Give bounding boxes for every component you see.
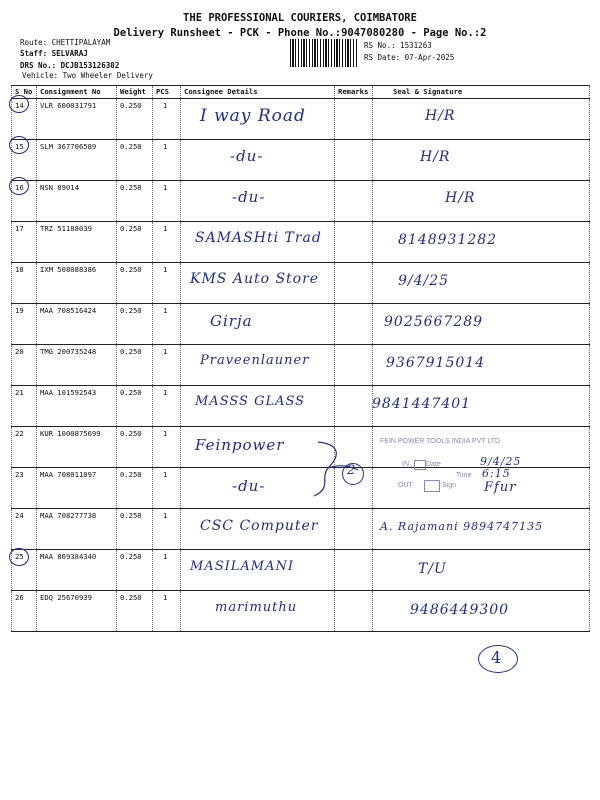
row-pcs: 1 bbox=[153, 140, 181, 181]
stamp-time-value: 6:15 bbox=[482, 467, 511, 480]
row-remarks bbox=[335, 509, 373, 550]
stamp-in: IN bbox=[402, 461, 409, 468]
signature-handwriting: H/R bbox=[425, 108, 456, 124]
row-sno: 23 bbox=[12, 468, 37, 509]
table-row bbox=[12, 304, 590, 345]
row-remarks bbox=[335, 99, 373, 140]
consignee-handwriting: CSC Computer bbox=[200, 518, 319, 534]
consignee-handwriting: MASSS GLASS bbox=[195, 394, 306, 410]
consignee-handwriting: -du- bbox=[232, 188, 266, 207]
col-pcs: PCS bbox=[153, 86, 181, 99]
signature-handwriting: 9025667289 bbox=[384, 314, 484, 330]
row-consignment: IXM 508088386 bbox=[37, 263, 117, 304]
row-consignment: TRZ 51188039 bbox=[37, 222, 117, 263]
stamp-out: OUT bbox=[398, 482, 413, 489]
row-consignment: SLM 367706589 bbox=[37, 140, 117, 181]
signature-handwriting: 9/4/25 bbox=[398, 272, 450, 289]
table-header-row bbox=[12, 86, 590, 99]
row-pcs: 1 bbox=[153, 304, 181, 345]
col-weight: Weight bbox=[117, 86, 153, 99]
row-pcs: 1 bbox=[153, 263, 181, 304]
row-remarks bbox=[335, 591, 373, 632]
signature-handwriting: 9367915014 bbox=[386, 355, 486, 372]
row-sno: 14 bbox=[12, 99, 37, 140]
row-consignment: MAA 101592543 bbox=[37, 386, 117, 427]
row-weight: 0.250 bbox=[117, 99, 153, 140]
row-pcs: 1 bbox=[153, 386, 181, 427]
sno-circle bbox=[9, 95, 29, 113]
runsheet-title: Delivery Runsheet - PCK - Phone No.:9047080280 - Page No.:2 bbox=[113, 27, 487, 39]
row-weight: 0.250 bbox=[117, 263, 153, 304]
row-weight: 0.250 bbox=[117, 591, 153, 632]
row-weight: 0.250 bbox=[117, 386, 153, 427]
row-weight: 0.250 bbox=[117, 140, 153, 181]
row-consignment: MAA 708516424 bbox=[37, 304, 117, 345]
row-sno: 25 bbox=[12, 550, 37, 591]
col-consignee: Consignee Details bbox=[181, 86, 335, 99]
row-remarks bbox=[335, 550, 373, 591]
rs-date: RS Date: 07-Apr-2025 bbox=[364, 53, 455, 62]
consignee-handwriting: I way Road bbox=[200, 106, 306, 126]
row-consignment: NSN 89014 bbox=[37, 181, 117, 222]
barcode bbox=[290, 39, 358, 67]
row-pcs: 1 bbox=[153, 181, 181, 222]
row-sno: 22 bbox=[12, 427, 37, 468]
rs-no: RS No.: 1531263 bbox=[364, 41, 432, 50]
stamp-date-label: Date bbox=[426, 461, 441, 468]
drs-label: DRS No.: DCJB153126302 bbox=[20, 61, 120, 70]
stamp-in-box bbox=[414, 460, 426, 470]
signature-handwriting: 9486449300 bbox=[410, 602, 510, 619]
row-sno: 18 bbox=[12, 263, 37, 304]
signature-handwriting: T/U bbox=[418, 561, 447, 578]
vehicle-label: Vehicle: Two Wheeler Delivery bbox=[22, 71, 153, 80]
row-pcs: 1 bbox=[153, 468, 181, 509]
stamp-company: FEIN POWER TOOLS INDIA PVT LTD bbox=[380, 438, 501, 445]
row-consignment: MAA 708011097 bbox=[37, 468, 117, 509]
row-remarks bbox=[335, 263, 373, 304]
consignee-handwriting: Girja bbox=[210, 312, 253, 330]
consignee-handwriting: Feinpower bbox=[195, 435, 285, 454]
row-signature-cell bbox=[373, 550, 590, 591]
row-weight: 0.250 bbox=[117, 468, 153, 509]
table-row bbox=[12, 181, 590, 222]
row-sno: 20 bbox=[12, 345, 37, 386]
route-label: Route: CHETTIPALAYAM bbox=[20, 38, 111, 47]
row-weight: 0.250 bbox=[117, 345, 153, 386]
bracket-number: 2 bbox=[347, 463, 357, 478]
signature-handwriting: 9841447401 bbox=[372, 396, 472, 413]
table-row bbox=[12, 550, 590, 591]
row-signature-cell bbox=[373, 181, 590, 222]
signature-handwriting: 8148931282 bbox=[398, 231, 498, 248]
row-signature-cell bbox=[373, 140, 590, 181]
row-weight: 0.250 bbox=[117, 509, 153, 550]
row-pcs: 1 bbox=[153, 591, 181, 632]
row-signature-cell bbox=[373, 99, 590, 140]
stamp-time-label: Time bbox=[456, 472, 472, 479]
row-weight: 0.250 bbox=[117, 304, 153, 345]
row-weight: 0.250 bbox=[117, 181, 153, 222]
signature-handwriting: H/R bbox=[445, 190, 476, 207]
row-sno: 17 bbox=[12, 222, 37, 263]
consignee-handwriting: -du- bbox=[230, 147, 264, 166]
signature-handwriting: H/R bbox=[420, 149, 451, 166]
signature-handwriting: A. Rajamani 9894747135 bbox=[380, 520, 544, 533]
row-pcs: 1 bbox=[153, 99, 181, 140]
row-sno: 24 bbox=[12, 509, 37, 550]
consignee-handwriting: Praveenlauner bbox=[200, 353, 310, 369]
row-weight: 0.250 bbox=[117, 222, 153, 263]
consignee-handwriting: -du- bbox=[232, 476, 266, 495]
stamp-sign-label: Sign bbox=[442, 482, 457, 489]
page-count-mark: 4 bbox=[491, 648, 503, 667]
row-remarks bbox=[335, 140, 373, 181]
stamp-date-value: 9/4/25 bbox=[480, 455, 522, 468]
row-remarks bbox=[335, 386, 373, 427]
row-pcs: 1 bbox=[153, 427, 181, 468]
row-consignment: TMG 200735248 bbox=[37, 345, 117, 386]
stamp-out-box bbox=[424, 480, 440, 492]
row-remarks bbox=[335, 304, 373, 345]
row-remarks bbox=[335, 345, 373, 386]
row-pcs: 1 bbox=[153, 509, 181, 550]
row-consignment: KUR 1000875699 bbox=[37, 427, 117, 468]
staff-label: Staff: SELVARAJ bbox=[20, 49, 88, 58]
row-weight: 0.250 bbox=[117, 427, 153, 468]
col-sno: S No bbox=[12, 86, 37, 99]
row-sno: 19 bbox=[12, 304, 37, 345]
consignee-handwriting: marimuthu bbox=[215, 600, 298, 616]
row-pcs: 1 bbox=[153, 222, 181, 263]
company-title: THE PROFESSIONAL COURIERS, COIMBATORE bbox=[183, 12, 417, 24]
row-pcs: 1 bbox=[153, 550, 181, 591]
row-sno: 15 bbox=[12, 140, 37, 181]
col-remarks: Remarks bbox=[335, 86, 373, 99]
row-pcs: 1 bbox=[153, 345, 181, 386]
row-sno: 21 bbox=[12, 386, 37, 427]
consignee-handwriting: SAMASHti Trad bbox=[195, 229, 322, 246]
consignee-handwriting: MASILAMANI bbox=[190, 559, 294, 575]
row-consignment: EDQ 25670939 bbox=[37, 591, 117, 632]
col-consignment: Consignment No bbox=[37, 86, 117, 99]
row-remarks bbox=[335, 181, 373, 222]
row-consignment: MAA 869384340 bbox=[37, 550, 117, 591]
consignee-handwriting: KMS Auto Store bbox=[190, 270, 320, 287]
row-remarks bbox=[335, 222, 373, 263]
row-weight: 0.250 bbox=[117, 550, 153, 591]
table-row bbox=[12, 140, 590, 181]
row-consignment: VLR 600031791 bbox=[37, 99, 117, 140]
col-signature: Seal & Signature bbox=[373, 86, 590, 99]
row-sno: 26 bbox=[12, 591, 37, 632]
row-consignee-cell bbox=[181, 304, 335, 345]
stamp-signature-scribble: Ffur bbox=[484, 480, 517, 495]
row-sno: 16 bbox=[12, 181, 37, 222]
row-consignment: MAA 708277738 bbox=[37, 509, 117, 550]
